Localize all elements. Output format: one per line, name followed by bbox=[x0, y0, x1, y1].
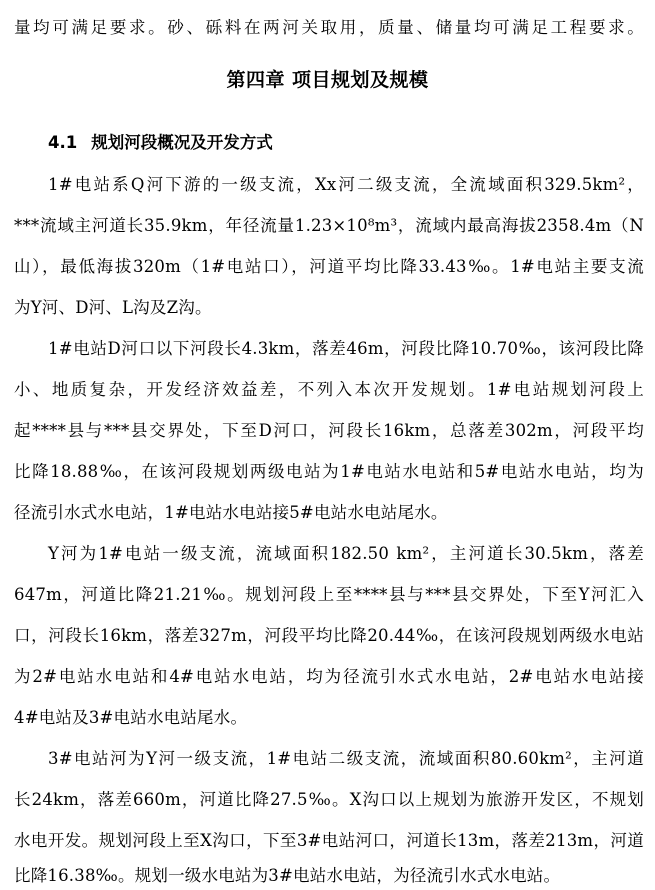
section-heading bbox=[48, 133, 273, 153]
paragraph-2-line-5: 径流引水式水电站，1#电站水电站接5#电站水电站尾水。 bbox=[14, 503, 448, 522]
paragraph-1-line-2: ***流域主河道长35.9km，年径流量1.23×10⁸m³，流域内最高海拔2358.4m（N bbox=[14, 216, 644, 235]
paragraph-3-line-4: 为2#电站水电站和4#电站水电站，均为径流引水式水电站，2#电站水电站接 bbox=[14, 667, 644, 686]
paragraph-3-line-1: Y河为1#电站一级支流，流域面积182.50 km²，主河道长30.5km，落差 bbox=[48, 544, 644, 563]
chapter-title: 第四章 项目规划及规模 bbox=[226, 69, 429, 91]
paragraph-4-line-2: 长24km，落差660m，河道比降27.5‰。X沟口以上规划为旅游开发区，不规划 bbox=[14, 790, 644, 809]
paragraph-3-line-3: 口，河段长16km，落差327m，河段平均比降20.44‰，在该河段规划两级水电站 bbox=[14, 626, 644, 645]
paragraph-1-line-3: 山），最低海拔320m（1#电站口），河道平均比降33.43‰。1#电站主要支流 bbox=[14, 257, 644, 276]
intro-line: 量均可满足要求。砂、砾料在两河关取用，质量、储量均可满足工程要求。 bbox=[14, 18, 644, 37]
paragraph-4-line-4: 比降16.38‰。规划一级水电站为3#电站水电站，为径流引水式水电站。 bbox=[14, 866, 561, 885]
paragraph-1-line-1: 1#电站系Q河下游的一级支流，Xx河二级支流，全流域面积329.5km²， bbox=[48, 175, 644, 194]
paragraph-4-line-3: 水电开发。规划河段上至X沟口，下至3#电站河口，河道长13m，落差213m，河道 bbox=[14, 831, 644, 850]
paragraph-2-line-2: 小、地质复杂，开发经济效益差，不列入本次开发规划。1#电站规划河段上 bbox=[14, 380, 644, 399]
paragraph-4-line-1: 3#电站河为Y河一级支流，1#电站二级支流，流域面积80.60km²，主河道 bbox=[48, 749, 644, 768]
paragraph-3-line-5: 4#电站及3#电站水电站尾水。 bbox=[14, 708, 248, 727]
paragraph-2-line-4: 比降18.88‰，在该河段规划两级电站为1#电站水电站和5#电站水电站，均为 bbox=[14, 462, 644, 481]
section-title: 规划河段概况及开发方式 bbox=[91, 133, 273, 152]
paragraph-1-line-4: 为Y河、D河、L沟及Z沟。 bbox=[14, 298, 212, 317]
paragraph-3-line-2: 647m，河道比降21.21‰。规划河段上至****县与***县交界处，下至Y河汇入 bbox=[14, 585, 644, 604]
paragraph-2-line-1: 1#电站D河口以下河段长4.3km，落差46m，河段比降10.70‰，该河段比降 bbox=[48, 339, 644, 358]
paragraph-2-line-3: 起****县与***县交界处，下至D河口，河段长16km，总落差302m，河段平均 bbox=[14, 421, 644, 440]
section-number: 4.1 bbox=[48, 133, 78, 152]
